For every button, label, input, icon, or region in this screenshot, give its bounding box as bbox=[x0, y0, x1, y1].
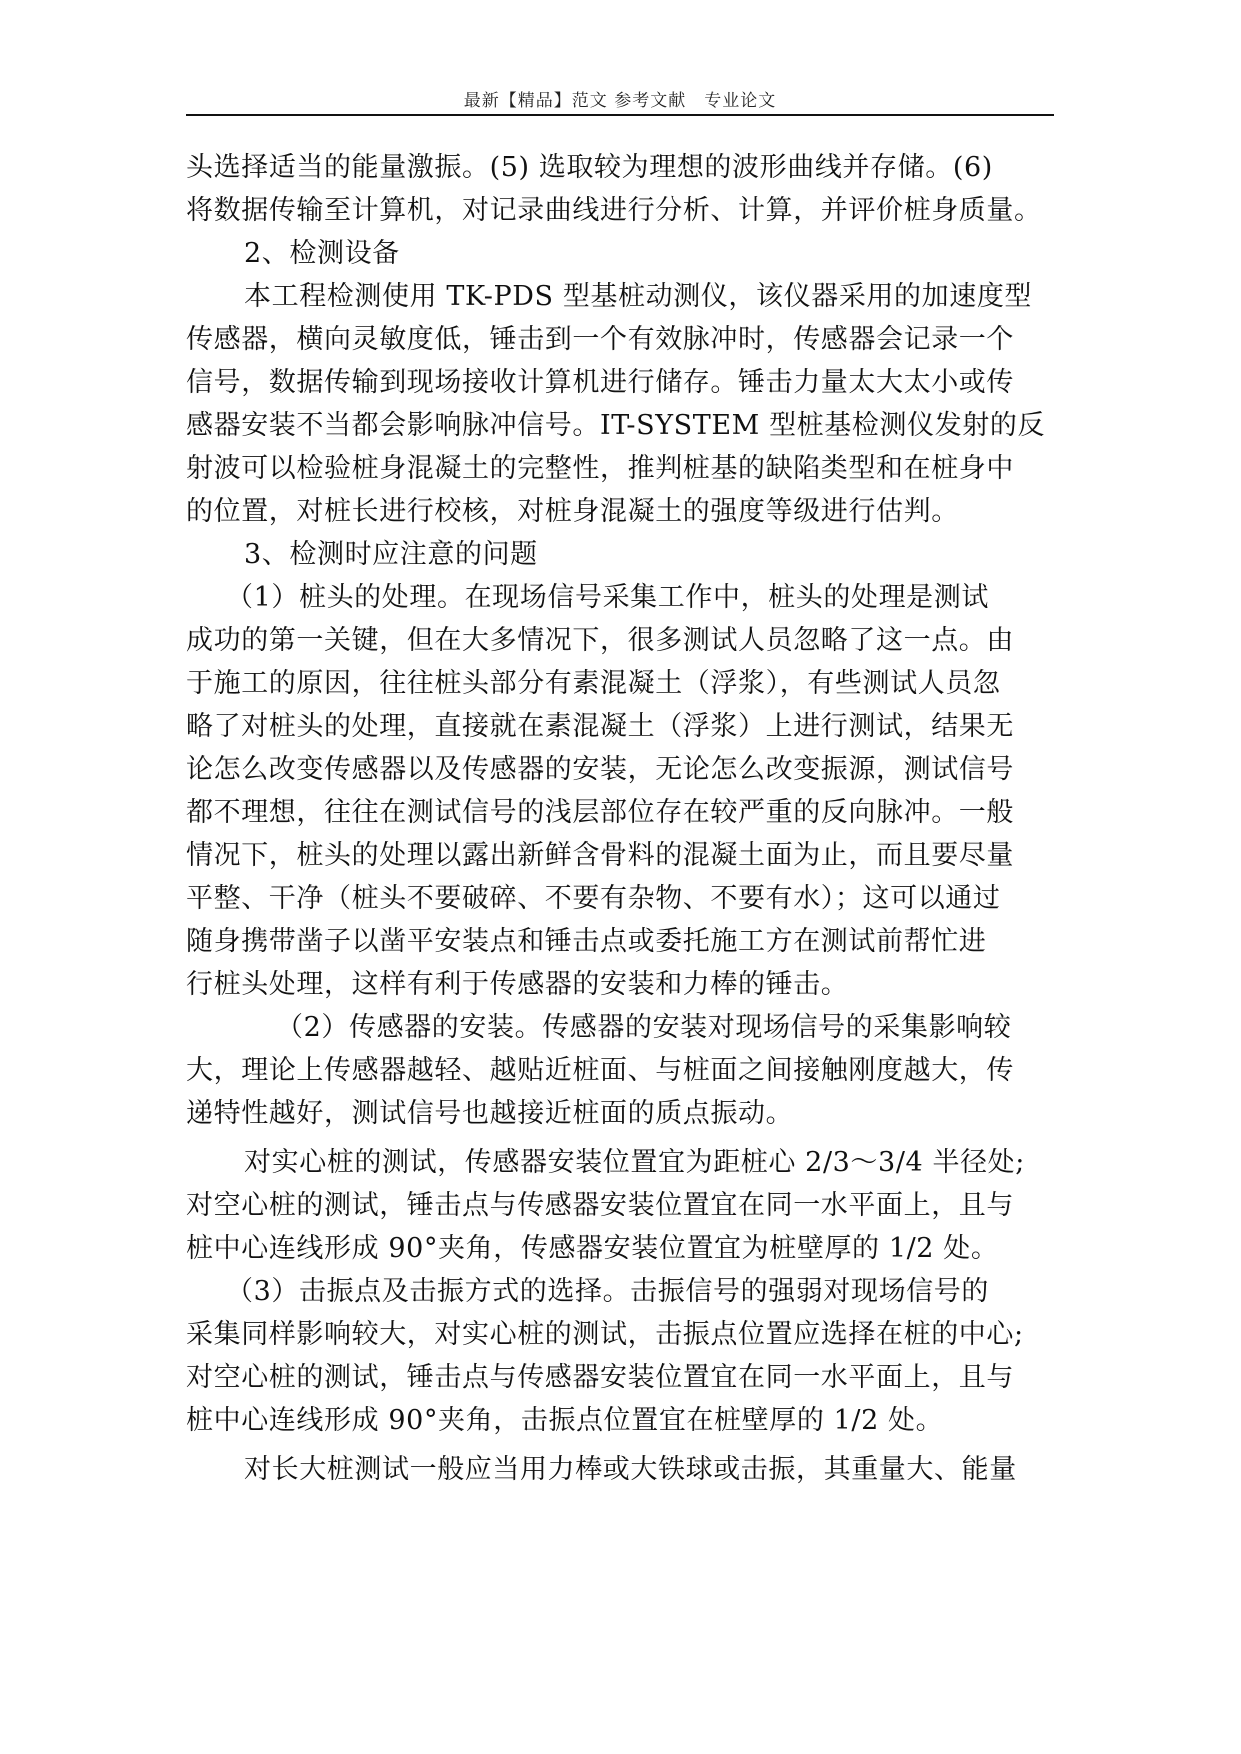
text-line: （2）传感器的安装。传感器的安装对现场信号的采集影响较 bbox=[276, 1012, 1012, 1043]
text-line: 递特性越好，测试信号也越接近桩面的质点振动。 bbox=[186, 1098, 794, 1129]
header-divider bbox=[186, 114, 1054, 116]
text-line: 射波可以检验桩身混凝土的完整性，推判桩基的缺陷类型和在桩身中 bbox=[186, 453, 1014, 484]
text-line: 随身携带凿子以凿平安装点和锤击点或委托施工方在测试前帮忙进 bbox=[186, 926, 987, 957]
text-line: 采集同样影响较大，对实心桩的测试，击振点位置应选择在桩的中心; bbox=[186, 1319, 1024, 1350]
text-line: 平整、干净（桩头不要破碎、不要有杂物、不要有水）；这可以通过 bbox=[186, 883, 1001, 914]
text-line: 桩中心连线形成 90°夹角，击振点位置宜在桩壁厚的 1/2 处。 bbox=[186, 1405, 944, 1436]
text-line: 行桩头处理，这样有利于传感器的安装和力棒的锤击。 bbox=[186, 969, 849, 1000]
text-line: 略了对桩头的处理，直接就在素混凝土（浮浆）上进行测试，结果无 bbox=[186, 711, 1014, 742]
text-line: 头选择适当的能量激振。(5) 选取较为理想的波形曲线并存储。(6) bbox=[186, 152, 993, 183]
text-line: 信号，数据传输到现场接收计算机进行储存。锤击力量太大太小或传 bbox=[186, 367, 1014, 398]
text-line: 都不理想，往往在测试信号的浅层部位存在较严重的反向脉冲。一般 bbox=[186, 797, 1014, 828]
text-line: 对长大桩测试一般应当用力棒或大铁球或击振，其重量大、能量 bbox=[244, 1454, 1017, 1485]
text-line: （1）桩头的处理。在现场信号采集工作中，桩头的处理是测试 bbox=[226, 582, 989, 613]
text-line: （3）击振点及击振方式的选择。击振信号的强弱对现场信号的 bbox=[226, 1276, 989, 1307]
text-line: 对空心桩的测试，锤击点与传感器安装位置宜在同一水平面上，且与 bbox=[186, 1190, 1014, 1221]
text-line: 论怎么改变传感器以及传感器的安装，无论怎么改变振源，测试信号 bbox=[186, 754, 1014, 785]
text-line: 本工程检测使用 TK-PDS 型基桩动测仪，该仪器采用的加速度型 bbox=[244, 281, 1033, 312]
text-line: 将数据传输至计算机，对记录曲线进行分析、计算，并评价桩身质量。 bbox=[186, 195, 1042, 226]
section-heading: 3、检测时应注意的问题 bbox=[244, 539, 538, 570]
page-header: 最新【精品】范文 参考文献 专业论文 bbox=[463, 91, 777, 111]
text-line: 于施工的原因，往往桩头部分有素混凝土（浮浆），有些测试人员忽 bbox=[186, 668, 1001, 699]
text-line: 感器安装不当都会影响脉冲信号。IT-SYSTEM 型桩基检测仪发射的反 bbox=[186, 410, 1046, 441]
text-line: 对空心桩的测试，锤击点与传感器安装位置宜在同一水平面上，且与 bbox=[186, 1362, 1014, 1393]
section-heading: 2、检测设备 bbox=[244, 238, 400, 269]
text-line: 情况下，桩头的处理以露出新鲜含骨料的混凝土面为止，而且要尽量 bbox=[186, 840, 1014, 871]
text-line: 对实心桩的测试，传感器安装位置宜为距桩心 2/3～3/4 半径处; bbox=[244, 1147, 1025, 1178]
document-body bbox=[186, 146, 1054, 1491]
text-line: 传感器，横向灵敏度低，锤击到一个有效脉冲时，传感器会记录一个 bbox=[186, 324, 1014, 355]
text-line: 大，理论上传感器越轻、越贴近桩面、与桩面之间接触刚度越大，传 bbox=[186, 1055, 1014, 1086]
text-line: 的位置，对桩长进行校核，对桩身混凝土的强度等级进行估判。 bbox=[186, 496, 959, 527]
text-line: 桩中心连线形成 90°夹角，传感器安装位置宜为桩壁厚的 1/2 处。 bbox=[186, 1233, 999, 1264]
text-line: 成功的第一关键，但在大多情况下，很多测试人员忽略了这一点。由 bbox=[186, 625, 1014, 656]
